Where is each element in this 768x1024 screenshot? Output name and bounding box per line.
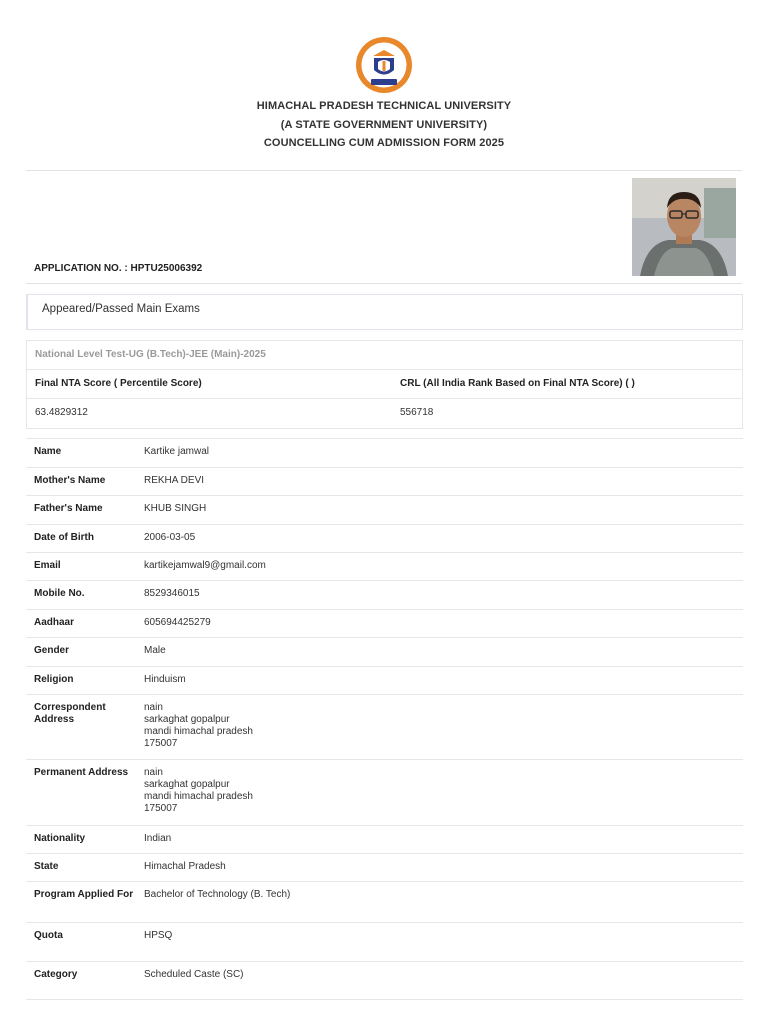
table-row xyxy=(26,962,743,1000)
form-title: COUNCELLING CUM ADMISSION FORM 2025 xyxy=(263,137,505,149)
field-label: Permanent Address xyxy=(34,767,129,778)
table-row xyxy=(26,695,743,760)
table-row xyxy=(26,525,743,553)
university-logo-icon xyxy=(355,36,413,94)
field-value: Himachal Pradesh xyxy=(144,861,226,872)
section-title: Appeared/Passed Main Exams xyxy=(42,303,200,315)
table-row xyxy=(26,638,743,667)
field-label: Mobile No. xyxy=(34,588,85,599)
field-value: Kartike jamwal xyxy=(144,446,210,457)
exam-header-row xyxy=(27,370,742,399)
nta-score-value: 63.4829312 xyxy=(35,407,88,418)
table-row xyxy=(26,581,743,610)
field-value: nain sarkaghat gopalpur mandi himachal pradesh 175007 xyxy=(144,702,253,749)
table-row xyxy=(26,882,743,923)
field-value: 605694425279 xyxy=(144,617,211,628)
field-label: Mother's Name xyxy=(34,475,106,486)
applicant-photo xyxy=(632,178,736,276)
table-row xyxy=(26,468,743,496)
exams-section-header xyxy=(26,294,743,330)
field-value: nain sarkaghat gopalpur mandi himachal pradesh 175007 xyxy=(144,767,253,814)
field-value: 8529346015 xyxy=(144,588,200,599)
field-value: kartikejamwal9@gmail.com xyxy=(144,560,266,571)
application-number: APPLICATION NO. : HPTU25006392 xyxy=(34,263,203,274)
field-label: Date of Birth xyxy=(34,532,94,543)
field-label: Correspondent Address xyxy=(34,702,106,725)
field-value: REKHA DEVI xyxy=(144,475,205,486)
table-row xyxy=(26,610,743,638)
field-label: Name xyxy=(34,446,62,457)
table-row xyxy=(26,553,743,581)
field-label: State xyxy=(34,861,59,872)
field-label: Quota xyxy=(34,930,63,941)
field-label: Program Applied For xyxy=(34,889,134,900)
field-label: Aadhaar xyxy=(34,617,75,628)
field-value: Hinduism xyxy=(144,674,186,685)
exam-score-table xyxy=(26,340,743,429)
divider xyxy=(26,283,742,284)
table-row xyxy=(26,496,743,525)
form-header xyxy=(0,36,768,153)
field-label: Nationality xyxy=(34,833,86,844)
field-value: Male xyxy=(144,645,166,656)
table-row xyxy=(26,760,743,826)
field-value: HPSQ xyxy=(144,930,173,941)
nta-score-header: Final NTA Score ( Percentile Score) xyxy=(35,378,202,389)
university-name: HIMACHAL PRADESH TECHNICAL UNIVERSITY xyxy=(256,100,512,112)
field-value: Scheduled Caste (SC) xyxy=(144,969,244,980)
table-row xyxy=(26,667,743,695)
field-value: KHUB SINGH xyxy=(144,503,207,514)
crl-rank-value: 556718 xyxy=(400,407,434,418)
applicant-details-table xyxy=(26,438,743,1000)
field-label: Gender xyxy=(34,645,70,656)
crl-rank-header: CRL (All India Rank Based on Final NTA Score) ( ) xyxy=(400,378,635,389)
table-row xyxy=(26,854,743,882)
field-label: Father's Name xyxy=(34,503,103,514)
field-value: Indian xyxy=(144,833,172,844)
exam-name: National Level Test-UG (B.Tech)-JEE (Main)-2025 xyxy=(27,341,742,370)
divider xyxy=(26,170,742,171)
field-label: Category xyxy=(34,969,78,980)
field-label: Email xyxy=(34,560,61,571)
table-row xyxy=(26,439,743,468)
field-value: 2006-03-05 xyxy=(144,532,196,543)
university-subtitle: (A STATE GOVERNMENT UNIVERSITY) xyxy=(280,118,488,131)
exam-value-row xyxy=(27,399,742,428)
field-label: Religion xyxy=(34,674,74,685)
table-row xyxy=(26,826,743,854)
field-value: Bachelor of Technology (B. Tech) xyxy=(144,889,291,900)
table-row xyxy=(26,923,743,962)
